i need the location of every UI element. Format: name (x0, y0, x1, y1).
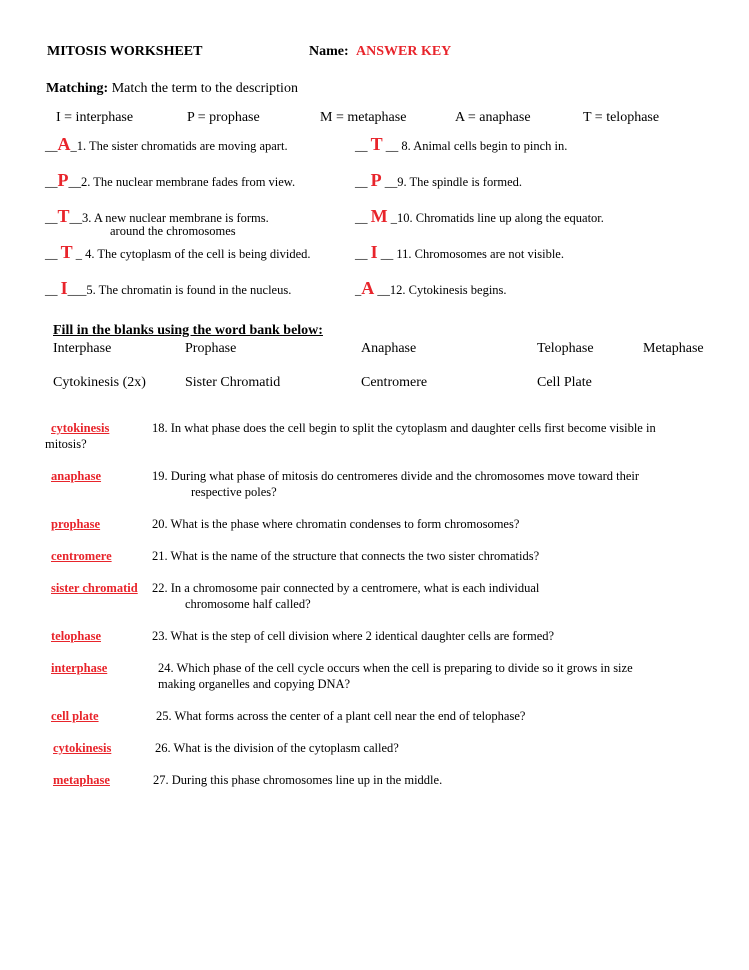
legend-interphase: I = interphase (56, 110, 134, 125)
match-item-5: __ I___5. The chromatin is found in the nucleus. (45, 278, 292, 298)
legend-anaphase: A = anaphase (455, 110, 531, 125)
question-24-cont: making organelles and copying DNA? (158, 677, 351, 691)
question-21-answer: centromere (51, 549, 112, 563)
question-23-answer: telophase (51, 629, 101, 643)
question-27: metaphase 27. During this phase chromosomes line up in the middle. (45, 773, 442, 788)
question-22: sister chromatid 22. In a chromosome pair connected by a centromere, what is each individual (45, 581, 539, 596)
question-25: cell plate 25. What forms across the center of a plant cell near the end of telophase? (45, 709, 525, 724)
match-item-3: __T__3. A new nuclear membrane is forms. (45, 206, 269, 226)
question-18-cont: mitosis? (45, 437, 87, 451)
question-26: cytokinesis 26. What is the division of the cytoplasm called? (45, 741, 399, 756)
question-19-answer: anaphase (51, 469, 102, 483)
match-answer-5: I (60, 278, 68, 298)
question-24-answer: interphase (51, 661, 108, 675)
word-bank-sister-chromatid: Sister Chromatid (185, 375, 281, 390)
match-item-12: _A __12. Cytokinesis begins. (355, 278, 507, 298)
question-18-answer: cytokinesis (51, 421, 110, 435)
legend-prophase: P = prophase (187, 110, 260, 125)
question-22-answer: sister chromatid (51, 581, 138, 595)
match-item-9: __ P __9. The spindle is formed. (355, 170, 522, 190)
match-item-10: __ M _10. Chromatids line up along the equator. (355, 206, 604, 226)
word-bank-cytokinesis: Cytokinesis (2x) (53, 375, 146, 390)
word-bank-metaphase: Metaphase (643, 341, 704, 356)
word-bank-interphase: Interphase (53, 341, 112, 356)
question-18: cytokinesis 18. In what phase does the cell begin to split the cytoplasm and daughter cells first become visible in (45, 421, 656, 436)
match-answer-11: I (370, 242, 378, 262)
match-answer-1: A (57, 134, 71, 154)
match-answer-10: M (370, 206, 388, 226)
question-26-answer: cytokinesis (53, 741, 112, 755)
word-bank-anaphase: Anaphase (361, 341, 417, 356)
worksheet-title: MITOSIS WORKSHEET (47, 44, 203, 59)
match-answer-3: T (57, 206, 70, 226)
question-20-answer: prophase (51, 517, 101, 531)
question-27-answer: metaphase (53, 773, 110, 787)
question-23: telophase 23. What is the step of cell division where 2 identical daughter cells are formed? (45, 629, 554, 644)
match-item-8: __ T __ 8. Animal cells begin to pinch in. (355, 134, 568, 154)
matching-heading (46, 81, 298, 97)
match-item-3-cont: around the chromosomes (110, 224, 236, 238)
match-answer-12: A (361, 278, 375, 298)
match-answer-2: P (57, 170, 69, 190)
question-24: interphase 24. Which phase of the cell cycle occurs when the cell is preparing to divide so it grows in size (45, 661, 633, 676)
match-answer-8: T (370, 134, 383, 154)
question-25-answer: cell plate (51, 709, 99, 723)
word-bank-centromere: Centromere (361, 375, 428, 390)
match-item-1: __A_1. The sister chromatids are moving apart. (45, 134, 288, 154)
match-item-11: __ I __ 11. Chromosomes are not visible. (355, 242, 564, 262)
word-bank-prophase: Prophase (185, 341, 237, 356)
match-answer-4: T (60, 242, 73, 262)
word-bank-telophase: Telophase (537, 341, 594, 356)
question-19: anaphase 19. During what phase of mitosis do centromeres divide and the chromosomes move toward their (45, 469, 639, 484)
question-19-cont: respective poles? (191, 485, 277, 499)
match-item-2: __P__2. The nuclear membrane fades from view. (45, 170, 296, 190)
matching-heading-label: Matching: (46, 81, 109, 96)
question-21: centromere 21. What is the name of the structure that connects the two sister chromatids? (45, 549, 539, 564)
legend-telophase: T = telophase (583, 110, 660, 125)
match-item-4: __ T _ 4. The cytoplasm of the cell is being divided. (45, 242, 311, 262)
legend-metaphase: M = metaphase (320, 110, 407, 125)
question-22-cont: chromosome half called? (185, 597, 311, 611)
match-answer-9: P (370, 170, 382, 190)
question-20: prophase 20. What is the phase where chromatin condenses to form chromosomes? (45, 517, 519, 532)
matching-heading-text: Match the term to the description (111, 81, 298, 96)
word-bank-cell-plate: Cell Plate (537, 375, 592, 390)
name-value: ANSWER KEY (356, 44, 452, 59)
fill-heading: Fill in the blanks using the word bank below: (53, 323, 323, 338)
name-label: Name: (309, 44, 349, 59)
